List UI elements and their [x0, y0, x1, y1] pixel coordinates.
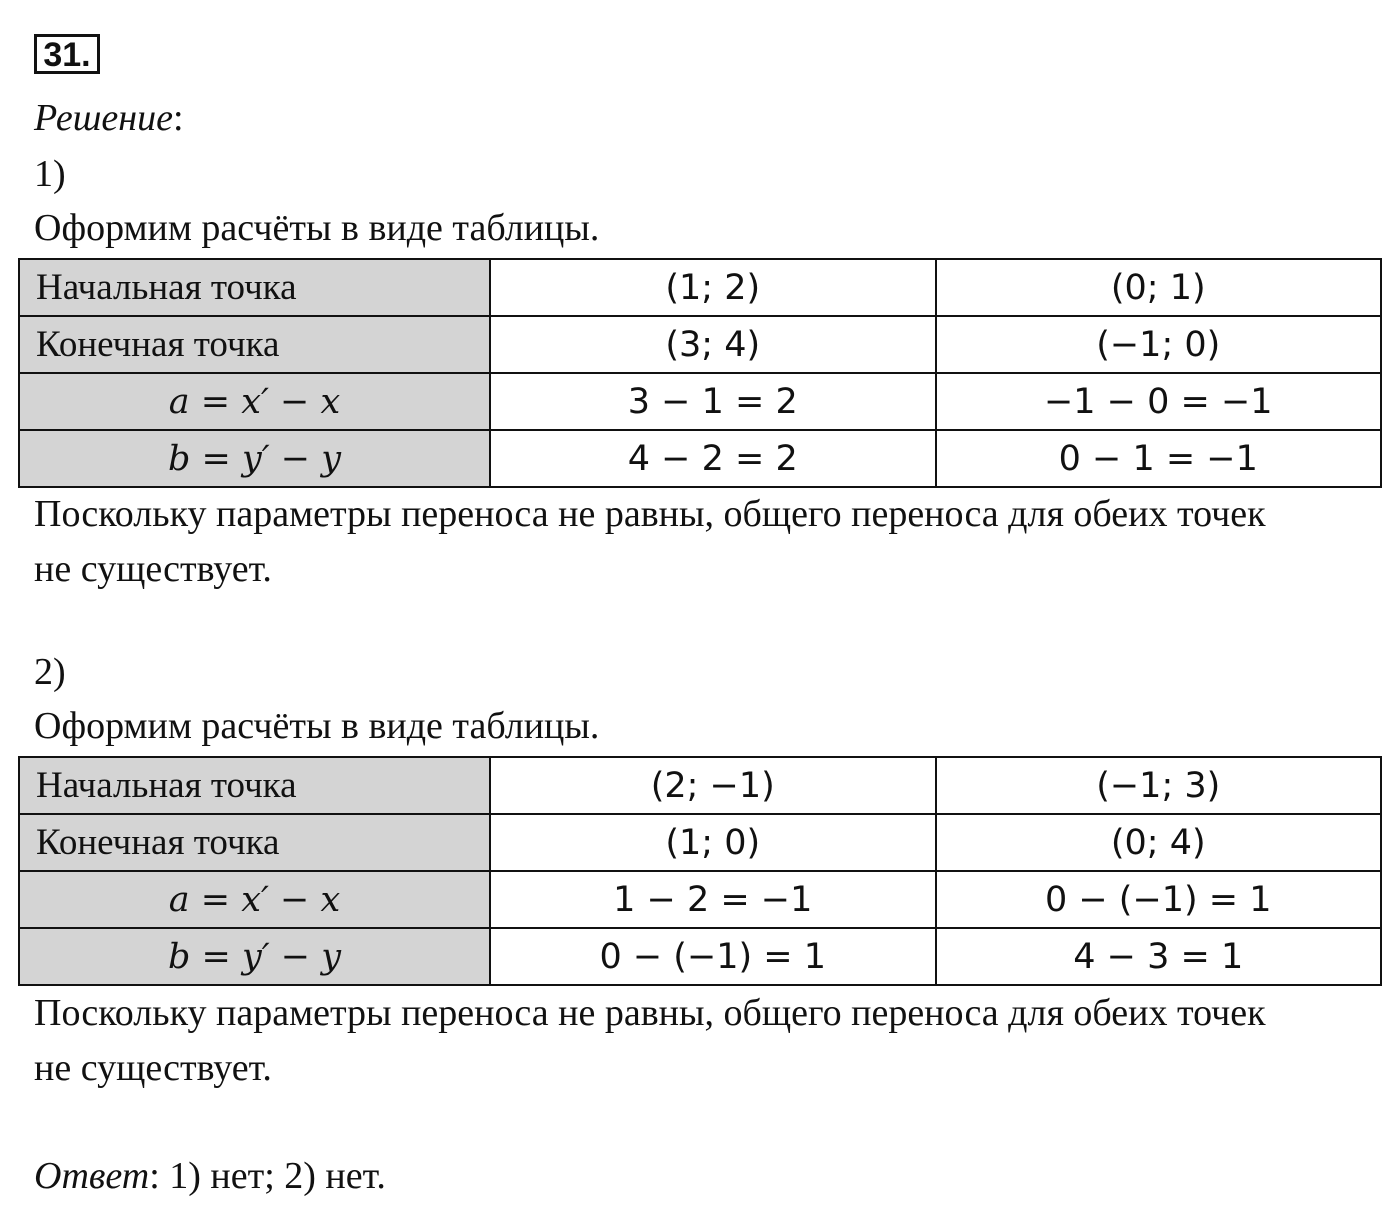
table-row — [19, 757, 1381, 814]
table-cell: (1; 2) — [490, 259, 936, 316]
table-row — [19, 928, 1381, 985]
part2-intro: Оформим расчёты в виде таблицы. — [34, 705, 600, 747]
solution-label: Решение — [34, 97, 173, 139]
solution-heading — [34, 96, 184, 140]
part2-table — [18, 756, 1382, 986]
answer-label: Ответ — [34, 1155, 150, 1197]
table-cell: (1; 0) — [490, 814, 936, 871]
problem-number: 31. — [34, 34, 100, 74]
part2-conclusion-line2: не существует. — [34, 1047, 272, 1089]
table-cell: 0 − (−1) = 1 — [936, 871, 1382, 928]
part1-label: 1) — [34, 153, 66, 195]
row-header-b-formula: b = y′ − y — [19, 430, 490, 487]
part1-table — [18, 258, 1382, 488]
row-header-end-point: Конечная точка — [19, 316, 490, 373]
table-row — [19, 871, 1381, 928]
table-cell: −1 − 0 = −1 — [936, 373, 1382, 430]
table-cell: (0; 1) — [936, 259, 1382, 316]
table-cell: (−1; 0) — [936, 316, 1382, 373]
table-row — [19, 814, 1381, 871]
table-cell: (2; −1) — [490, 757, 936, 814]
table-cell: (0; 4) — [936, 814, 1382, 871]
table-row — [19, 430, 1381, 487]
row-header-b-formula: b = y′ − y — [19, 928, 490, 985]
answer-text: : 1) нет; 2) нет. — [149, 1155, 386, 1197]
table-cell: 4 − 2 = 2 — [490, 430, 936, 487]
row-header-a-formula: a = x′ − x — [19, 373, 490, 430]
answer-line — [34, 1154, 386, 1198]
table-cell: 0 − 1 = −1 — [936, 430, 1382, 487]
row-header-end-point: Конечная точка — [19, 814, 490, 871]
part1-intro: Оформим расчёты в виде таблицы. — [34, 207, 600, 249]
table-cell: 4 − 3 = 1 — [936, 928, 1382, 985]
table-cell: 3 − 1 = 2 — [490, 373, 936, 430]
row-header-start-point: Начальная точка — [19, 259, 490, 316]
part2-conclusion-line1: Поскольку параметры переноса не равны, общего переноса для обеих точек — [34, 992, 1266, 1034]
table-cell: 1 − 2 = −1 — [490, 871, 936, 928]
table-cell: (3; 4) — [490, 316, 936, 373]
solution-colon: : — [172, 97, 184, 139]
table-cell: (−1; 3) — [936, 757, 1382, 814]
table-row — [19, 373, 1381, 430]
part2-label: 2) — [34, 651, 66, 693]
table-cell: 0 − (−1) = 1 — [490, 928, 936, 985]
part1-conclusion-line2: не существует. — [34, 548, 272, 590]
table-row — [19, 259, 1381, 316]
part1-conclusion-line1: Поскольку параметры переноса не равны, общего переноса для обеих точек — [34, 493, 1266, 535]
table-row — [19, 316, 1381, 373]
row-header-start-point: Начальная точка — [19, 757, 490, 814]
row-header-a-formula: a = x′ − x — [19, 871, 490, 928]
